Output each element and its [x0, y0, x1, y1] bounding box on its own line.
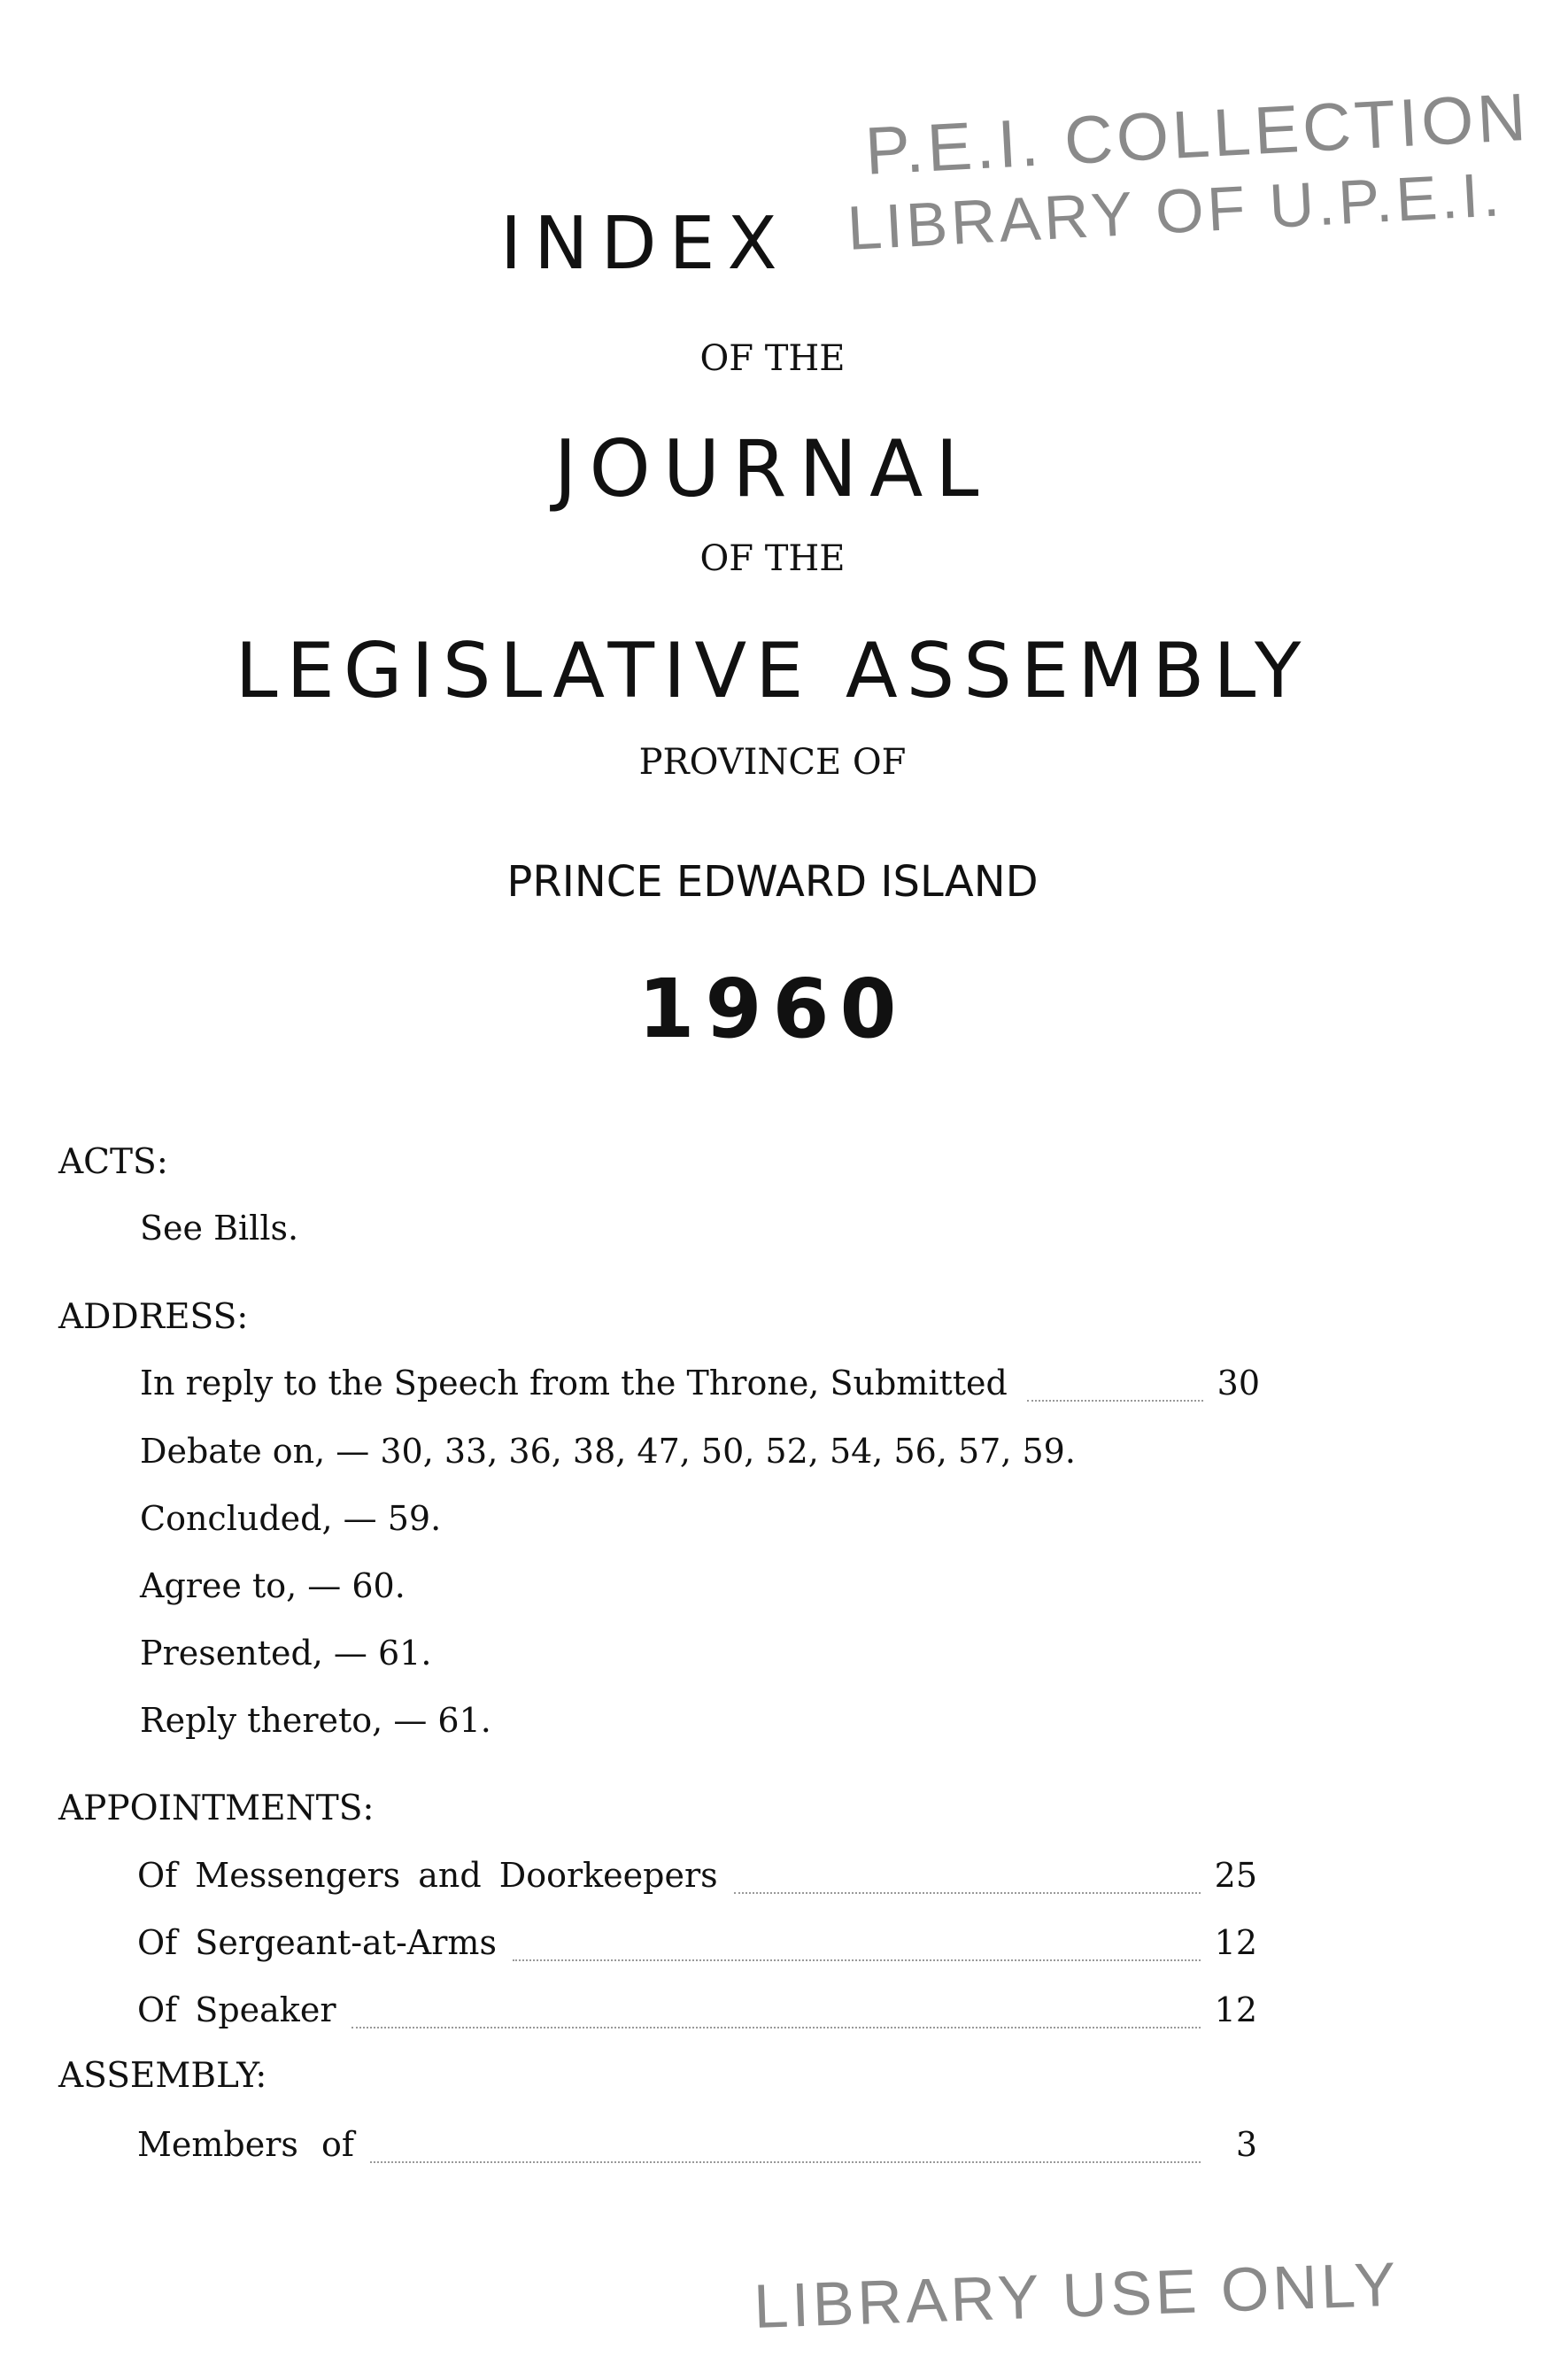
list-item: [140, 1566, 1260, 1619]
entry-text: Presented, — 61.: [140, 1634, 432, 1673]
list-item: [140, 1432, 1260, 1485]
index-title: INDEX: [500, 202, 790, 286]
assembly-heading: ASSEMBLY:: [58, 2056, 267, 2096]
entry-text: Concluded, — 59.: [140, 1499, 442, 1538]
legislative-assembly-title: LEGISLATIVE ASSEMBLY: [235, 627, 1310, 715]
list-item: [140, 1364, 1260, 1417]
page-number: 12: [1214, 1923, 1257, 1962]
list-item: [137, 1923, 1257, 1976]
journal-title: JOURNAL: [553, 423, 992, 514]
page-number: 25: [1214, 1856, 1257, 1895]
acts-heading: ACTS:: [58, 1142, 168, 1182]
dot-leader: [351, 2027, 1201, 2028]
dot-leader: [513, 1959, 1201, 1961]
entry-text: Debate on, — 30, 33, 36, 38, 47, 50, 52, 54, 56, 57, 59.: [140, 1432, 1076, 1471]
entry-text: See Bills.: [140, 1209, 299, 1248]
dot-leader: [734, 1892, 1201, 1894]
list-item: [137, 1856, 1257, 1909]
year: 1960: [637, 962, 908, 1056]
list-item: [140, 1499, 1260, 1552]
list-item: [137, 2125, 1257, 2178]
of-the-1: OF THE: [699, 338, 846, 379]
list-item: [137, 1990, 1257, 2044]
entry-text: Reply thereto, — 61.: [140, 1701, 491, 1740]
of-the-2: OF THE: [699, 538, 846, 579]
province-name: PRINCE EDWARD ISLAND: [506, 857, 1039, 907]
address-heading: ADDRESS:: [58, 1297, 249, 1337]
entry-text: Of Sergeant-at-Arms: [137, 1923, 497, 1962]
entry-text: Of Speaker: [137, 1990, 336, 2029]
dot-leader: [1027, 1400, 1203, 1402]
entry-text: Agree to, — 60.: [140, 1566, 406, 1605]
appointments-heading: APPOINTMENTS:: [58, 1789, 375, 1828]
entry-text: In reply to the Speech from the Throne, Submitted: [140, 1364, 1008, 1402]
page-number: 12: [1214, 1990, 1257, 2029]
library-use-only-stamp: LIBRARY USE ONLY: [753, 2249, 1401, 2341]
list-item: [140, 1209, 1260, 1262]
province-of: PROVINCE OF: [638, 742, 907, 783]
entry-text: Of Messengers and Doorkeepers: [137, 1856, 718, 1895]
page-number: 3: [1235, 2125, 1257, 2164]
dot-leader: [370, 2161, 1201, 2163]
page-number: 30: [1217, 1364, 1260, 1402]
list-item: [140, 1634, 1260, 1687]
collection-stamp-line1: P.E.I. COLLECTION: [863, 79, 1532, 189]
list-item: [140, 1701, 1260, 1754]
entry-text: Members of: [137, 2125, 354, 2164]
collection-stamp-line2: LIBRARY OF U.P.E.I.: [846, 159, 1505, 263]
